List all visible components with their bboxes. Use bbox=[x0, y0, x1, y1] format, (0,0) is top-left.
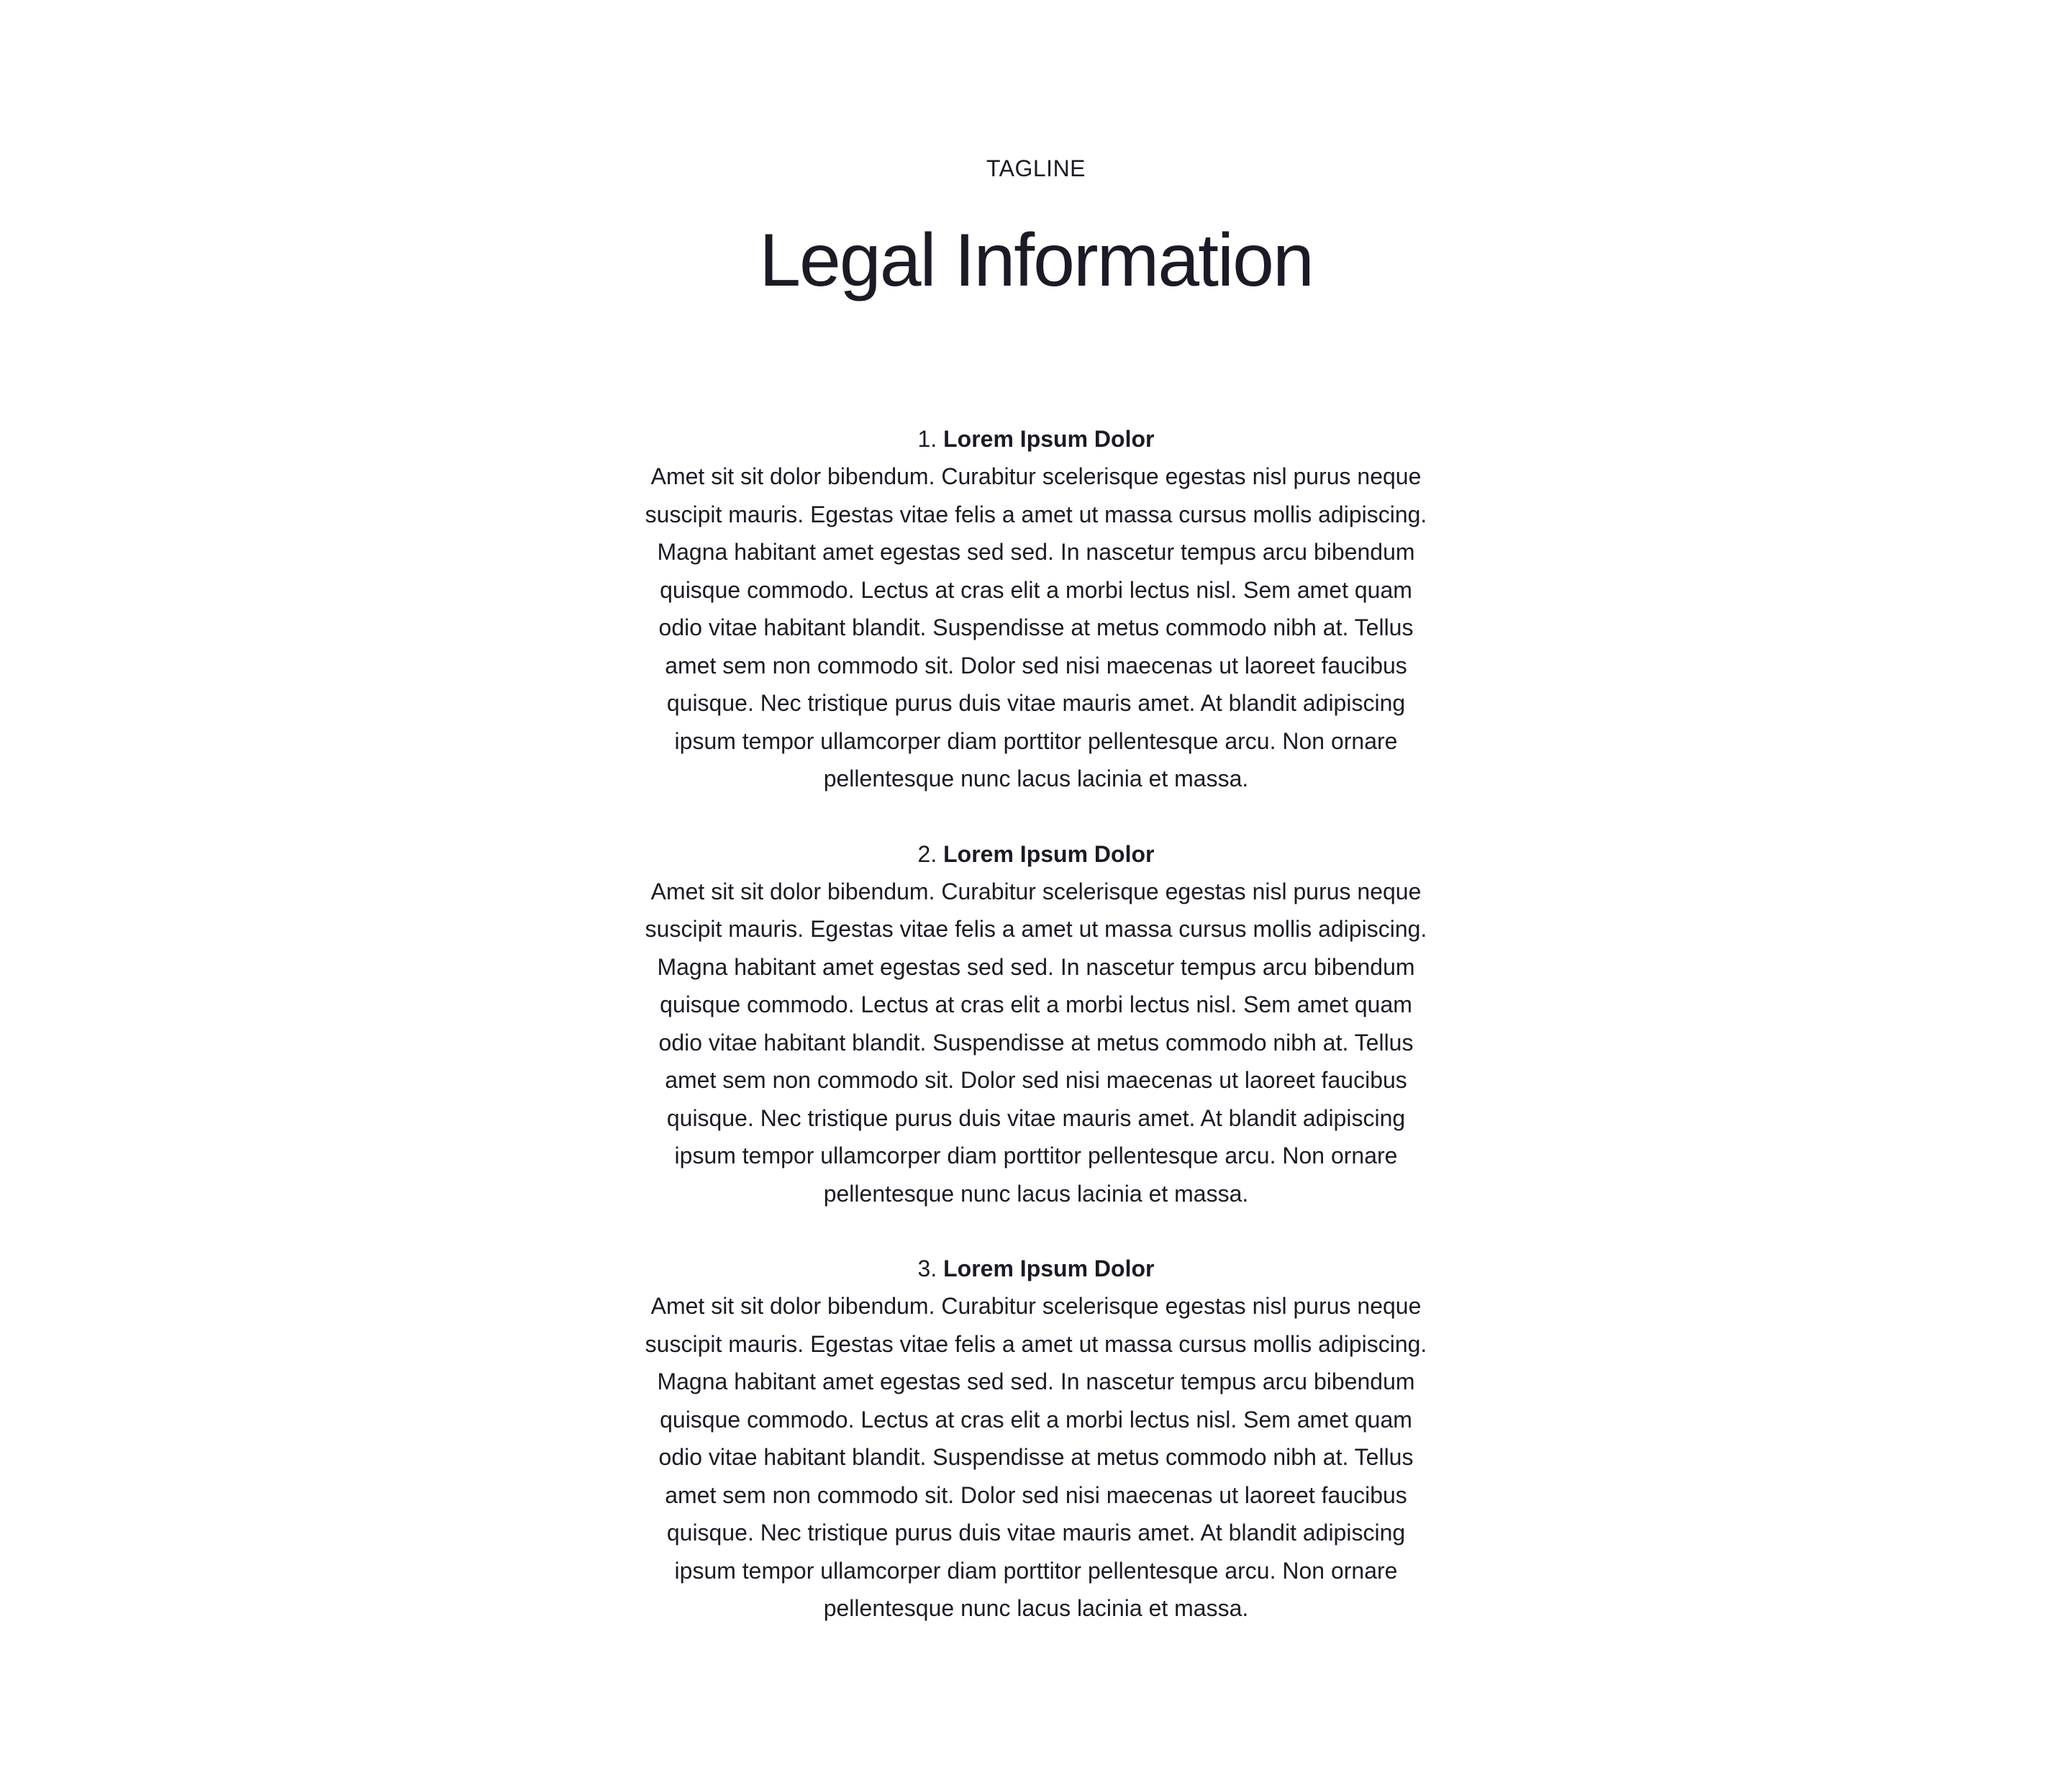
section-body: Amet sit sit dolor bibendum. Curabitur scelerisque egestas nisl purus neque suscipit mauris. Egestas vitae felis a amet ut massa cursus mollis adipiscing. Magna habitant amet egestas sed sed. In nascetur tempus arcu bibendum quisque commodo. Lectus at cras elit a morbi lectus nisl. Sem amet quam odio vitae habitant blandit. Suspendisse at metus commodo nibh at. Tellus amet sem non commodo sit. Dolor sed nisi maecenas ut laoreet faucibus quisque. Nec tristique purus duis vitae mauris amet. At blandit adipiscing ipsum tempor ullamcorper diam porttitor pellentesque arcu. Non ornare pellentesque nunc lacus lacinia et massa. bbox=[645, 1293, 1427, 1621]
legal-sections bbox=[640, 420, 1432, 1665]
legal-section bbox=[640, 835, 1432, 1213]
page-title: Legal Information bbox=[759, 219, 1313, 302]
legal-section bbox=[640, 420, 1432, 798]
section-number: 1. bbox=[917, 426, 937, 452]
section-number: 2. bbox=[917, 840, 937, 867]
section-title: Lorem Ipsum Dolor bbox=[943, 840, 1155, 867]
section-heading bbox=[640, 1250, 1432, 1287]
section-body: Amet sit sit dolor bibendum. Curabitur scelerisque egestas nisl purus neque suscipit mauris. Egestas vitae felis a amet ut massa cursus mollis adipiscing. Magna habitant amet egestas sed sed. In nascetur tempus arcu bibendum quisque commodo. Lectus at cras elit a morbi lectus nisl. Sem amet quam odio vitae habitant blandit. Suspendisse at metus commodo nibh at. Tellus amet sem non commodo sit. Dolor sed nisi maecenas ut laoreet faucibus quisque. Nec tristique purus duis vitae mauris amet. At blandit adipiscing ipsum tempor ullamcorper diam porttitor pellentesque arcu. Non ornare pellentesque nunc lacus lacinia et massa. bbox=[645, 878, 1427, 1207]
section-title: Lorem Ipsum Dolor bbox=[943, 426, 1155, 452]
section-heading bbox=[640, 835, 1432, 873]
section-title: Lorem Ipsum Dolor bbox=[943, 1256, 1155, 1281]
section-number: 3. bbox=[917, 1256, 937, 1281]
tagline: TAGLINE bbox=[986, 155, 1086, 181]
section-heading bbox=[640, 420, 1432, 458]
section-body: Amet sit sit dolor bibendum. Curabitur scelerisque egestas nisl purus neque suscipit mauris. Egestas vitae felis a amet ut massa cursus mollis adipiscing. Magna habitant amet egestas sed sed. In nascetur tempus arcu bibendum quisque commodo. Lectus at cras elit a morbi lectus nisl. Sem amet quam odio vitae habitant blandit. Suspendisse at metus commodo nibh at. Tellus amet sem non commodo sit. Dolor sed nisi maecenas ut laoreet faucibus quisque. Nec tristique purus duis vitae mauris amet. At blandit adipiscing ipsum tempor ullamcorper diam porttitor pellentesque arcu. Non ornare pellentesque nunc lacus lacinia et massa. bbox=[645, 463, 1427, 791]
legal-section bbox=[640, 1250, 1432, 1628]
